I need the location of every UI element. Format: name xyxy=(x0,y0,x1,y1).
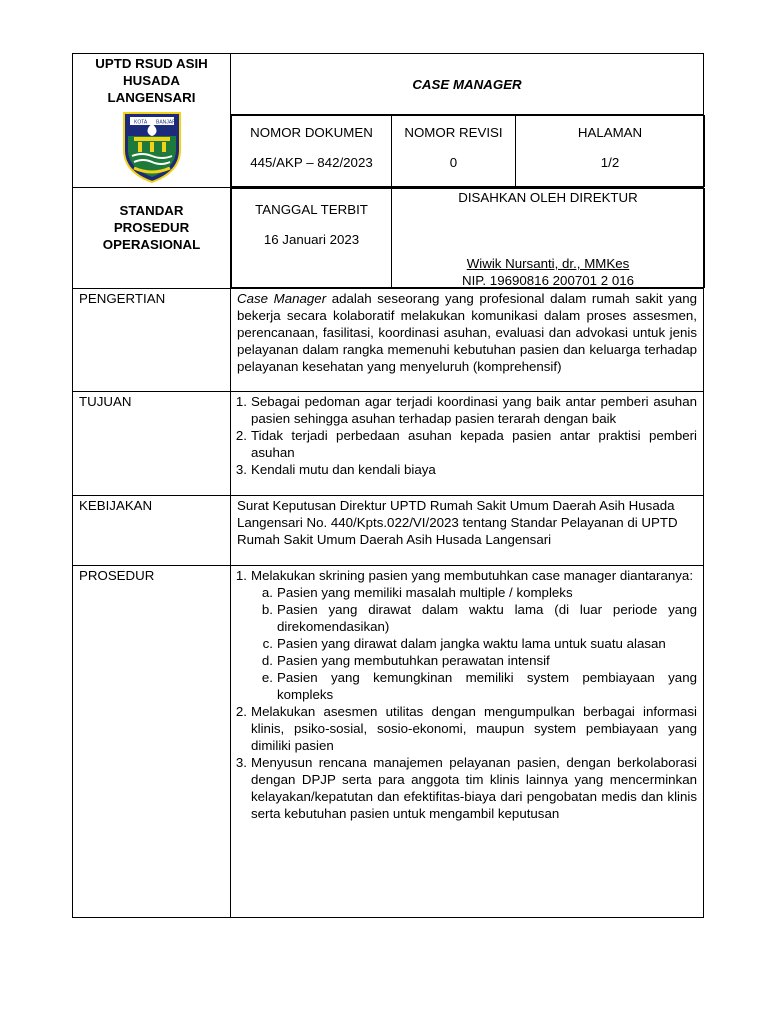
list-item xyxy=(231,754,697,822)
sub-list-item xyxy=(231,669,697,703)
doc-number-cell xyxy=(232,116,392,187)
sop-line-1: STANDAR xyxy=(119,203,184,218)
sub-list-item xyxy=(231,584,697,601)
item-number: 2. xyxy=(235,704,247,719)
issue-date-cell xyxy=(232,189,392,288)
prosedur-label: PROSEDUR xyxy=(73,566,231,918)
doc-number-value: 445/AKP – 842/2023 xyxy=(250,155,373,170)
item-number: 2. xyxy=(235,428,247,443)
approved-label: DISAHKAN OLEH DIREKTUR xyxy=(458,190,638,205)
item-text: Kendali mutu dan kendali biaya xyxy=(251,462,436,477)
kota-banjar-logo-icon xyxy=(120,110,184,184)
revision-cell xyxy=(392,116,516,187)
logo-text-left: KOTA xyxy=(133,119,147,126)
document-title: CASE MANAGER xyxy=(412,76,522,92)
item-number: 3. xyxy=(235,755,247,770)
pengertian-text xyxy=(231,289,704,392)
sop-line-2: PROSEDUR xyxy=(113,220,190,235)
institution-name xyxy=(73,54,230,106)
sub-item-text: Pasien yang kemungkinan memiliki system pembiayaan yang kompleks xyxy=(277,670,697,702)
sub-item-letter: e. xyxy=(261,670,273,685)
logo-text-right: BANJAR xyxy=(155,119,176,126)
sub-list-item xyxy=(231,601,697,635)
revision-value: 0 xyxy=(449,155,458,170)
sub-item-letter: b. xyxy=(261,602,273,617)
prosedur-list xyxy=(231,566,704,918)
item-text: Melakukan skrining pasien yang membutuhkan case manager diantaranya: xyxy=(251,568,694,583)
sop-document xyxy=(72,53,703,919)
institution-line-3: LANGENSARI xyxy=(107,90,196,105)
director-nip: NIP. 19690816 200701 2 016 xyxy=(461,273,635,288)
page-cell xyxy=(516,116,705,187)
sop-label-cell xyxy=(73,188,231,289)
list-item xyxy=(231,393,697,427)
sub-item-letter: c. xyxy=(262,636,273,651)
list-item xyxy=(231,567,697,584)
sub-item-letter: a. xyxy=(261,585,273,600)
item-number: 1. xyxy=(235,568,247,583)
sub-item-text: Pasien yang dirawat dalam jangka waktu lama untuk suatu alasan xyxy=(277,636,666,651)
issue-date-label: TANGGAL TERBIT xyxy=(255,202,368,217)
institution-cell xyxy=(73,54,231,188)
sop-table xyxy=(72,53,704,918)
item-text: Menyusun rencana manajemen pelayanan pasien, dengan berkolaborasi dengan DPJP serta para anggota tim klinis lainnya yang mencerminkan kelayakan/kepatutan dan efektifitas-biaya dari pengobatan medis dan klinis serta kebutuhan pasien untuk mengambil keputusan xyxy=(251,755,697,821)
issue-date-value: 16 Januari 2023 xyxy=(263,232,360,247)
item-text: Melakukan asesmen utilitas dengan mengumpulkan berbagai informasi klinis, psiko-sosial, sosio-ekonomi, maupun system pembiayaan yang dimiliki pasien xyxy=(251,704,697,753)
list-item xyxy=(231,461,697,478)
page-label: HALAMAN xyxy=(577,125,643,140)
page-value: 1/2 xyxy=(600,155,620,170)
sop-line-3: OPERASIONAL xyxy=(102,237,201,252)
institution-line-2: HUSADA xyxy=(123,73,180,88)
sub-item-text: Pasien yang dirawat dalam waktu lama (di luar periode yang direkomendasikan) xyxy=(277,602,697,634)
item-number: 3. xyxy=(235,462,247,477)
pengertian-definition: adalah seseorang yang profesional dalam rumah sakit yang bekerja secara kolaboratif melakukan komunikasi dalam proses assesmen, perencanaan, fasilitasi, koordinasi asuhan, evaluasi dan advokasi untuk jenis pelayanan dalam rangka memenuhi kebutuhan pasien dan keluarga terhadap pelayanan kesehatan yang menyeluruh (komprehensif) xyxy=(237,291,698,374)
item-text: Sebagai pedoman agar terjadi koordinasi yang baik antar pemberi asuhan pasien sehingga asuhan terhadap pasien terarah dengan baik xyxy=(251,394,697,426)
list-item xyxy=(231,703,697,754)
kebijakan-text: Surat Keputusan Direktur UPTD Rumah Sakit Umum Daerah Asih Husada Langensari No. 440/Kpts.022/VI/2023 tentang Standar Pelayanan di UPTD Rumah Sakit Umum Daerah Asih Husada Langensari xyxy=(231,496,704,566)
pengertian-label: PENGERTIAN xyxy=(73,289,231,392)
doc-meta-cell xyxy=(231,115,704,188)
sub-item-text: Pasien yang membutuhkan perawatan intensif xyxy=(277,653,550,668)
sub-list-item xyxy=(231,652,697,669)
revision-label: NOMOR REVISI xyxy=(404,125,503,140)
institution-line-1: UPTD RSUD ASIH xyxy=(95,56,208,71)
sub-list-item xyxy=(231,635,697,652)
director-name: Wiwik Nursanti, dr., MMKes xyxy=(466,256,630,271)
document-title-cell xyxy=(231,54,704,115)
list-item xyxy=(231,427,697,461)
sub-item-text: Pasien yang memiliki masalah multiple / kompleks xyxy=(277,585,573,600)
doc-number-label: NOMOR DOKUMEN xyxy=(250,125,373,140)
kebijakan-label: KEBIJAKAN xyxy=(73,496,231,566)
approval-cell xyxy=(392,189,705,288)
issue-approval-cell xyxy=(231,188,704,289)
item-number: 1. xyxy=(235,394,247,409)
tujuan-label: TUJUAN xyxy=(73,392,231,496)
sub-item-letter: d. xyxy=(261,653,273,668)
pengertian-term: Case Manager xyxy=(237,291,327,306)
item-text: Tidak terjadi perbedaan asuhan kepada pasien antar praktisi pemberi asuhan xyxy=(251,428,697,460)
tujuan-list xyxy=(231,392,704,496)
